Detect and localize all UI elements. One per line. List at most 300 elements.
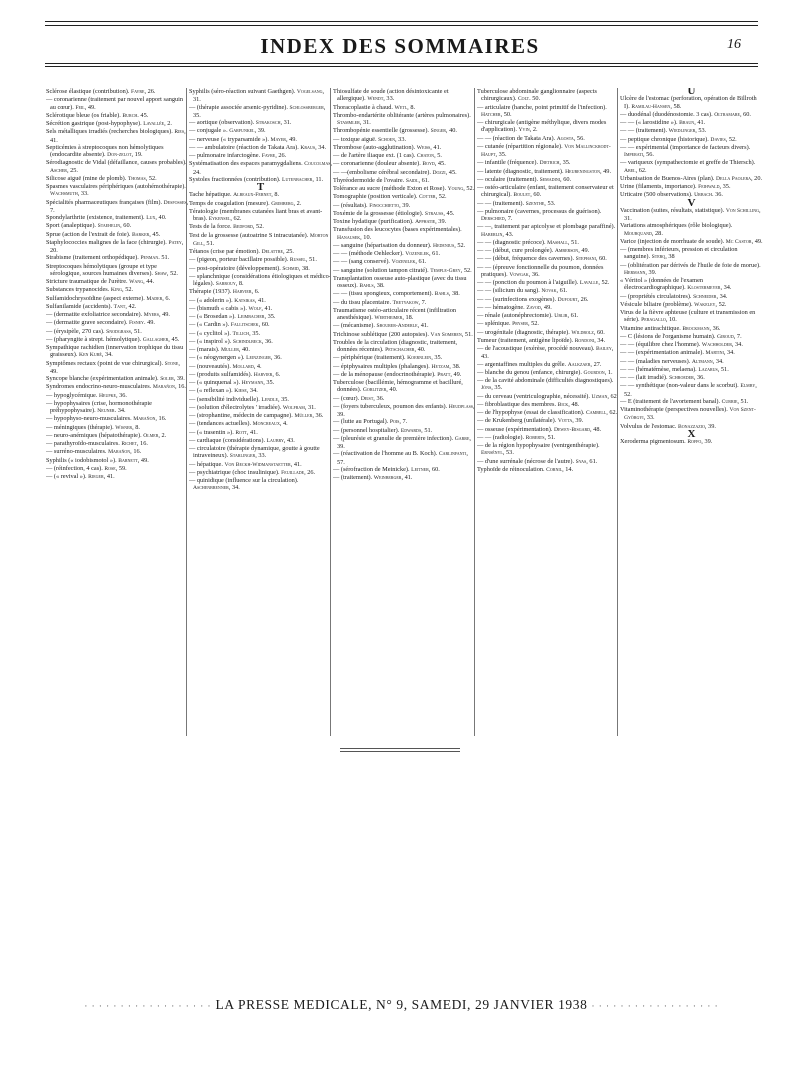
entry-author: Oltramare xyxy=(714,111,740,118)
entry-page-ref: , 14. xyxy=(562,465,574,473)
entry-subject: — (mécanisme). xyxy=(333,322,377,330)
entry-author: Gorlitzer xyxy=(362,387,387,394)
footer-journal-line: LA PRESSE MEDICALE, N° 9, SAMEDI, 29 JANVIER 1938 xyxy=(215,997,588,1012)
entry-subject: — — (ponction du poumon à l'aiguille). xyxy=(477,279,580,286)
entry-author: Cambell xyxy=(586,410,607,416)
entry-page-ref: , 40. xyxy=(386,386,398,394)
entry-subject: Trichinose sublétique (200 autopsies). xyxy=(333,330,431,338)
entry-page-ref: , 10. xyxy=(665,316,677,324)
footer-dots-right: · · · · · · · · · · · · · · · · · · xyxy=(591,1001,719,1011)
entry-subject: — (résultats). xyxy=(333,201,370,209)
entry-subject: — — (maladies nerveuses). xyxy=(620,357,692,365)
entry-subject: — (foyers tuberculeux, poumon des enfants). xyxy=(333,402,449,410)
entry-subject: Thoracoplastie à chaud. xyxy=(333,103,395,111)
entry-author: Imperati xyxy=(624,152,643,158)
index-entry xyxy=(477,119,620,135)
entry-author: Hermann xyxy=(624,269,646,276)
index-entry xyxy=(477,329,620,337)
index-entry xyxy=(189,404,332,412)
entry-subject: — hypophyso-neuro-musculaires. xyxy=(46,415,134,423)
entry-page-ref: , 39. xyxy=(399,201,411,209)
entry-page-ref: , 48. xyxy=(590,425,602,433)
entry-page-ref: , 60. xyxy=(593,328,605,336)
index-entry xyxy=(46,328,189,336)
index-entry xyxy=(620,309,763,325)
entry-subject: — — (tissu spongieux, comportement). xyxy=(333,290,435,298)
index-entry xyxy=(477,143,620,160)
entry-page-ref: , 52. xyxy=(166,269,178,277)
entry-page-ref: , 16. xyxy=(174,383,186,391)
index-entry xyxy=(620,183,763,191)
entry-page-ref: , 49. xyxy=(450,370,462,378)
index-entry xyxy=(477,104,620,120)
entry-subject: — — (surinfections exogènes). xyxy=(477,295,558,303)
entry-author: Sbourer-Anderle xyxy=(376,323,418,330)
entry-page-ref: , 35. xyxy=(491,384,503,392)
index-entry xyxy=(620,159,763,175)
entry-author: Jöns xyxy=(481,385,492,392)
entry-page-ref: , 2. xyxy=(158,431,167,439)
entry-author: Kiese xyxy=(234,388,247,395)
index-entry xyxy=(620,398,763,406)
entry-page-ref: , 7. xyxy=(733,332,742,340)
entry-page-ref: , 39. xyxy=(254,127,266,135)
entry-author: Syas xyxy=(575,458,587,465)
entry-author: Coucolmas xyxy=(304,161,331,168)
index-entry xyxy=(333,474,476,482)
entry-author: Pryser xyxy=(512,321,528,328)
entry-subject: — peptique chronique (historique). xyxy=(620,135,711,143)
entry-author: Heymann xyxy=(241,380,264,386)
section-letter: V xyxy=(687,196,696,209)
entry-page-ref: , 42. xyxy=(125,302,137,310)
entry-author: Ries xyxy=(174,129,185,136)
entry-subject: — (solution d'électrolytes ' irradiée). xyxy=(189,403,283,411)
entry-page-ref: , 62. xyxy=(606,409,618,416)
entry-author: Leimbacher xyxy=(237,314,265,320)
index-entry xyxy=(189,396,332,404)
entry-page-ref: , 36. xyxy=(270,354,282,362)
entry-subject: Staphylococcies malignes de la face (chirurgie). xyxy=(46,238,169,246)
index-entry xyxy=(477,345,620,361)
index-entry xyxy=(477,466,620,474)
index-entry xyxy=(620,277,763,293)
index-column-4 xyxy=(477,88,620,736)
entry-page-ref: , 44. xyxy=(143,278,155,285)
entry-page-ref: , 41. xyxy=(50,128,186,144)
entry-author: Hanausek xyxy=(337,234,361,241)
entry-author: Myers xyxy=(143,312,159,318)
entry-author: Chaton xyxy=(416,153,435,159)
index-entry xyxy=(477,239,620,247)
index-entry xyxy=(189,136,332,144)
entry-author: Harvier xyxy=(253,371,273,378)
entry-subject: Virus de la fièvre aphteuse (culture et transmission en série). xyxy=(620,309,756,324)
entry-author: Thomas xyxy=(127,175,146,182)
index-entry xyxy=(189,104,332,120)
entry-page-ref: , 6. xyxy=(162,294,171,302)
entry-page-ref: , 4. xyxy=(279,420,288,428)
entry-subject: Vitamine antirachitique. xyxy=(620,324,683,332)
entry-author: Schlossberger xyxy=(289,104,324,111)
entry-author: Schneider xyxy=(693,293,717,300)
entry-page-ref: , 34. xyxy=(101,351,113,359)
entry-page-ref: , 52. xyxy=(624,382,757,398)
entry-page-ref: , 35. xyxy=(559,159,571,167)
entry-author: Aalkzaer xyxy=(567,361,591,368)
entry-page-ref: , 10. xyxy=(360,233,372,241)
entry-page-ref: , 25. xyxy=(282,248,294,255)
entry-subject: Tache hépatique. xyxy=(189,191,234,199)
entry-subject: Silicose aiguë (mine de plomb). xyxy=(46,174,128,182)
index-entry xyxy=(189,363,332,371)
entry-author: Sarrouy xyxy=(215,281,236,287)
index-entry xyxy=(333,466,476,474)
entry-page-ref: , 16. xyxy=(130,448,142,456)
index-entry xyxy=(46,295,189,303)
entry-subject: — articulaire (hanche, point primitif de l'infection). xyxy=(477,103,607,111)
entry-subject: — — synthétique (non-valeur dans le scorbut). xyxy=(620,382,741,390)
entry-page-ref: , 38. xyxy=(298,264,310,272)
index-entry xyxy=(477,401,620,409)
entry-author: Mader xyxy=(146,295,163,302)
index-entry xyxy=(46,319,189,327)
index-entry xyxy=(620,119,763,127)
entry-page-ref: , 51. xyxy=(305,256,317,264)
entry-author: Garre xyxy=(454,435,470,442)
entry-subject: Xeroderma pigmentosum. xyxy=(620,438,688,445)
column-divider xyxy=(617,88,618,736)
entry-author: Ken Kuré xyxy=(79,352,102,359)
index-entry xyxy=(477,417,620,425)
index-entry xyxy=(477,369,620,377)
entry-author: Kraus xyxy=(300,144,316,151)
index-entry xyxy=(477,361,620,369)
entry-author: Feil xyxy=(75,104,85,111)
entry-subject: « Véritol » (données de l'examen électrocardiographique). xyxy=(620,277,704,292)
entry-subject: Troubles de la circulation (diagnostic, traitement, données récentes). xyxy=(333,338,458,353)
index-entry xyxy=(477,442,620,458)
entry-page-ref: , 27. xyxy=(590,360,602,368)
entry-page-ref: , 7. xyxy=(418,298,427,306)
entry-author: Heubeningston xyxy=(565,168,600,175)
entry-subject: — (« Brosedan »). xyxy=(189,313,238,320)
entry-subject: Tolérance au sucre (méthode Exton et Rose). xyxy=(333,185,448,192)
entry-author: Derschied xyxy=(481,216,505,222)
entry-page-ref: , 24. xyxy=(193,160,332,176)
index-entry xyxy=(333,144,476,152)
entry-subject: Tomographie (position verticale). xyxy=(333,193,419,201)
entry-author: Harvier xyxy=(232,289,252,296)
index-entry xyxy=(477,393,620,401)
entry-page-ref: , 60. xyxy=(258,321,270,329)
entry-subject: — circulatoire (thérapie dynamique, goutte à goutte intraveineux). xyxy=(189,445,320,460)
entry-page-ref: , 33. xyxy=(643,414,655,422)
entry-subject: — (pigeon, porteur bacillaire possible). xyxy=(189,256,290,264)
entry-subject: — (« inspirol »). xyxy=(189,337,233,345)
entry-page-ref: , 41. xyxy=(417,322,429,330)
entry-subject: — — (traitement). xyxy=(477,199,526,207)
entry-author: Favre xyxy=(261,153,276,159)
entry-author: Stone xyxy=(164,360,179,367)
entry-subject: Syncope blanche (expérimentation animale). xyxy=(46,375,161,382)
index-entry xyxy=(333,339,476,355)
header-top-rule xyxy=(45,21,758,26)
entry-page-ref: . 49. xyxy=(143,319,155,327)
entry-author: Olmer xyxy=(143,432,159,439)
entry-subject: — cutanée (répartition régionale). xyxy=(477,142,565,150)
entry-author: Van Someren xyxy=(430,331,462,338)
index-entry xyxy=(46,159,189,175)
entry-author: Elmby xyxy=(740,383,756,390)
entry-author: Lavalle xyxy=(579,280,599,286)
entry-subject: Syphilis (séro-réaction suivant Gaethgen). xyxy=(189,88,297,95)
entry-author: Hedenius xyxy=(433,242,455,249)
entry-subject: Tératologie (membranes cutanées liant bras et avant-bras). xyxy=(189,207,323,222)
index-entry xyxy=(333,371,476,379)
entry-page-ref: . 34. xyxy=(114,407,126,414)
entry-author: Stammler xyxy=(337,120,360,126)
index-entry xyxy=(46,375,189,383)
index-entry xyxy=(333,363,476,371)
index-entry xyxy=(46,183,189,199)
entry-author: Snodgrass xyxy=(106,328,131,335)
entry-author: Martini xyxy=(705,350,724,357)
entry-author: Yvin xyxy=(518,127,530,134)
entry-page-ref: , 61. xyxy=(415,258,427,266)
index-entry xyxy=(333,450,476,466)
entry-subject: Urticaire (500 observations). xyxy=(620,191,695,199)
entry-page-ref: , 40. xyxy=(155,214,167,221)
entry-page-ref: , 8. xyxy=(235,280,244,287)
entry-subject: — du tissu placentaire. xyxy=(333,298,393,306)
entry-subject: — osseuse (expérimentation). xyxy=(477,425,554,433)
entry-author: Wendt xyxy=(367,96,384,103)
index-entry xyxy=(189,330,332,338)
index-entry xyxy=(477,287,620,295)
footer-dots-left: · · · · · · · · · · · · · · · · · · xyxy=(84,1001,212,1011)
index-entry xyxy=(333,226,476,242)
entry-author: Wang xyxy=(129,279,144,285)
entry-page-ref: , 60. xyxy=(530,191,542,199)
entry-subject: Vitaminothérapie (perspectives nouvelles). xyxy=(620,406,730,413)
entry-page-ref: , 38. xyxy=(373,282,385,289)
entry-author: Altmann xyxy=(691,358,713,365)
index-column-2 xyxy=(189,88,332,736)
entry-subject: — — (méthode Oehlecker). xyxy=(333,250,406,257)
entry-author: Weinberger xyxy=(373,475,402,481)
entry-author: Fisney xyxy=(129,320,144,327)
index-entry xyxy=(333,307,476,323)
index-entry xyxy=(46,199,189,215)
entry-author: Cornil xyxy=(546,466,563,473)
entry-page-ref: , 6. xyxy=(251,288,260,296)
index-entry xyxy=(46,432,189,440)
entry-page-ref: , 35. xyxy=(264,313,276,320)
index-entry xyxy=(46,175,189,183)
entry-subject: — toxique aiguë. xyxy=(333,135,379,143)
entry-page-ref: , 52. xyxy=(435,193,447,201)
entry-subject: Transfusion des leucocytes (bases expérimentales). xyxy=(333,226,462,234)
entry-author: Müller xyxy=(294,413,313,419)
entry-author: Marañon xyxy=(152,384,175,391)
entry-subject: — (cœur). xyxy=(333,394,361,402)
index-entry xyxy=(189,256,332,264)
index-entry xyxy=(333,193,476,201)
entry-page-ref: , 31. xyxy=(193,88,325,104)
index-entry xyxy=(333,403,476,419)
entry-page-ref: , 45. xyxy=(445,168,457,176)
entry-page-ref: , 39. xyxy=(645,268,657,276)
entry-page-ref: , 36. xyxy=(693,374,705,381)
entry-author: Dufourt xyxy=(557,296,578,303)
entry-author: Singer xyxy=(430,128,446,135)
entry-subject: — (dermatite grave secondaire). xyxy=(46,319,130,327)
entry-author: Wakeley xyxy=(694,301,716,308)
index-entry xyxy=(189,191,332,199)
entry-author: Finocchietto xyxy=(369,202,400,209)
entry-subject: Syphilis (« iodobismotol »). xyxy=(46,456,119,464)
entry-author: Wiedlinger xyxy=(668,128,696,135)
index-entry xyxy=(46,383,189,391)
entry-author: Novak xyxy=(541,288,557,295)
index-entry xyxy=(477,159,620,167)
index-entry xyxy=(333,136,476,144)
index-entry xyxy=(189,412,332,420)
entry-subject: Tumeur (traitement, antigène lipoïde). xyxy=(477,336,575,344)
entry-page-ref: , 36. xyxy=(709,324,721,332)
entry-subject: Tuberculose (bacillémie, hémogramme et bacilluré, données). xyxy=(333,379,463,394)
index-entry xyxy=(620,127,763,135)
entry-author: Tretyakow xyxy=(392,299,419,306)
index-entry xyxy=(620,333,763,341)
entry-author: Dozzi xyxy=(432,169,446,176)
entry-author: Weiss xyxy=(416,144,431,151)
entry-subject: — (sérofraction de Meinicke). xyxy=(333,465,412,473)
entry-subject: Ulcère de l'estomac (perforation, opération de Billroth I). xyxy=(620,95,757,110)
entry-page-ref: . 36. xyxy=(711,191,723,199)
entry-author: Lavallée xyxy=(143,121,165,127)
entry-subject: — de Krukenberg (unilatérale). xyxy=(477,417,558,425)
entry-subject: Stricture traumatique de l'urètre. xyxy=(46,278,130,285)
entry-subject: — coronarienne (douleur absente). xyxy=(333,160,423,168)
index-entry xyxy=(189,208,332,224)
index-entry xyxy=(333,210,476,218)
entry-author: Wisner xyxy=(115,424,133,431)
entry-page-ref: , 36. xyxy=(373,394,385,402)
index-entry xyxy=(333,185,476,193)
index-entry xyxy=(333,290,476,298)
entry-page-ref: , 35. xyxy=(193,103,326,119)
index-entry xyxy=(189,420,332,428)
entry-author: Zavod xyxy=(526,304,541,311)
entry-author: Klostermeyer xyxy=(687,285,721,292)
entry-subject: Syndromes endocrino-neuro-musculaires. xyxy=(46,383,153,391)
entry-page-ref: , 60. xyxy=(120,222,132,230)
entry-page-ref: , 40. xyxy=(414,346,426,353)
entry-page-ref: , 49. xyxy=(285,135,298,143)
entry-subject: — — (équilibre chez l'homme). xyxy=(620,341,702,348)
index-entry xyxy=(46,112,189,120)
entry-subject: — (réinfection, 4 cas). xyxy=(46,464,105,472)
index-entry xyxy=(620,374,763,382)
entry-subject: — nerveuse (« tryparsamide »). xyxy=(189,135,271,143)
entry-subject: — neuro-anémiques (hépatothérapie). xyxy=(46,431,144,439)
entry-author: Dewey-Bisgard xyxy=(553,426,591,433)
entry-subject: Streptocoques hémolytiques (groupe et type sérologique, sources humaines diverses). xyxy=(46,262,157,277)
index-entry xyxy=(620,301,763,309)
index-entry xyxy=(46,120,189,128)
entry-subject: — — expérimental (importance de facteurs divers). xyxy=(620,143,751,151)
entry-subject: — — (diagnostic précoce). xyxy=(477,238,548,246)
entry-subject: — latente (diagnostic, traitement). xyxy=(477,167,566,175)
entry-page-ref: , 34. xyxy=(712,357,724,365)
entry-page-ref: , 6. xyxy=(272,370,281,378)
entry-author: Schmid xyxy=(282,265,299,272)
entry-author: Bonazzazio xyxy=(678,423,705,430)
entry-subject: — post-opératoire (développement). xyxy=(189,264,283,272)
index-entry xyxy=(620,349,763,357)
index-entry xyxy=(477,320,620,328)
entry-page-ref: , 31. xyxy=(624,206,761,222)
entry-page-ref: , 33. xyxy=(77,190,89,198)
entry-page-ref: , 62. xyxy=(607,392,619,400)
entry-page-ref: , 39. xyxy=(572,417,584,425)
index-entry xyxy=(46,222,189,230)
entry-author: Bedford xyxy=(233,224,253,231)
entry-author: Petschacher xyxy=(385,347,415,353)
entry-author: Abel xyxy=(624,167,636,174)
index-entry xyxy=(46,424,189,432)
entry-page-ref: , 53. xyxy=(695,127,707,135)
entry-author: Uzman xyxy=(591,393,608,400)
entry-page-ref: , 11. xyxy=(312,175,324,183)
index-entry xyxy=(189,469,332,477)
entry-page-ref: , 28. xyxy=(651,229,663,237)
header-bottom-rule xyxy=(45,63,758,64)
entry-subject: — de l'artère iliaque ext. (1 cas). xyxy=(333,152,417,159)
entry-page-ref: , 8. xyxy=(407,103,416,111)
entry-page-ref: , 52. xyxy=(454,241,466,249)
entry-page-ref: , 33. xyxy=(255,452,267,460)
index-entry xyxy=(189,152,332,160)
entry-page-ref: , 52. xyxy=(527,320,539,328)
entry-author: Hatcher xyxy=(481,111,501,118)
entry-subject: — fibroblastique des membres. xyxy=(477,400,558,408)
entry-page-ref: , 48. xyxy=(568,400,580,408)
entry-page-ref: , 51. xyxy=(544,433,556,441)
entry-page-ref: , 19. xyxy=(131,151,143,158)
entry-subject: — (produits sulfamidés). xyxy=(189,370,254,378)
index-entry xyxy=(333,258,476,266)
entry-author: Szenthe xyxy=(525,200,545,207)
entry-author: Staehelin xyxy=(97,223,121,230)
entry-subject: Septicémies à streptocoques non hémolytiques (endocardite absente). xyxy=(46,143,164,158)
entry-subject: — d'une surrénale (nécrose de l'autre). xyxy=(477,457,576,465)
entry-subject: — — (traitement). xyxy=(620,127,669,135)
page-number: 16 xyxy=(727,37,741,52)
entry-subject: Test de la grossesse (autoatrine S intracutanée). xyxy=(189,231,310,239)
entry-page-ref: , 45. xyxy=(443,209,455,217)
index-entry xyxy=(333,104,476,112)
entry-author: Agosta xyxy=(556,135,574,142)
entry-page-ref: , 38 xyxy=(665,253,675,261)
index-entry xyxy=(189,346,332,354)
entry-subject: — pulmonaire infarctogène. xyxy=(189,152,262,159)
index-entry xyxy=(333,160,476,168)
entry-subject: — splénique. xyxy=(477,320,513,328)
entry-author: Koernlein xyxy=(407,355,432,362)
